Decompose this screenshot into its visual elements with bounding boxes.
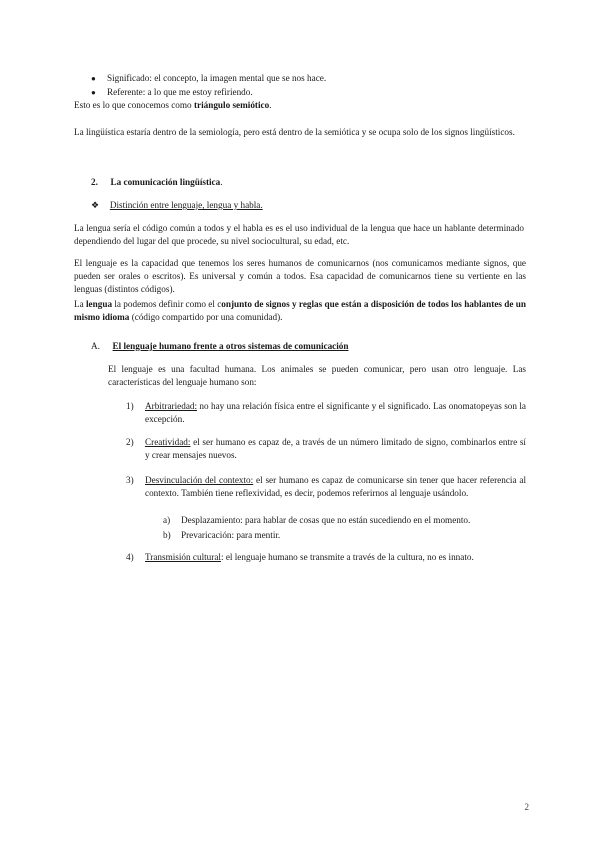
diamond-icon: ❖ <box>91 200 100 210</box>
subsection-heading: A. El lenguaje humano frente a otros sistemas de comunicación <box>91 341 349 351</box>
lengua-definition: La lengua la podemos definir como el conjunto de signos y reglas que están a disposición de todos los hablantes de un mismo idioma (código compartido por una comunidad). <box>74 299 526 322</box>
bullet-icon: ● <box>91 74 96 83</box>
document-page: ● Significado: el concepto, la imagen mental que se nos hace. ● Referente: a lo que me estoy refiriendo. Esto es lo que conocemos como triángulo semiótico. La lingüística estaría dentro de la semiología, pero está dentro de la semiótica y se ocupa solo de los signos lingüísticos. 2. La comunicación lingüística. ❖ Distinción entre lenguaje, lengua y habla. La lengua sería el código común a todos y el habla es es el uso individual de la lengua que hace un hablante determinado dependiendo del lugar del que procede, su nivel sociocultural, su edad, etc. El lenguaje es la capacidad que tenemos los seres humanos de comunicarnos (nos comunicamos mediante signos, que pueden ser orales o escritos). Es universal y común a todos. Esa capacidad de comunicarnos tiene su vertiente en las lenguas (distintos códigos). La lengua la podemos definir como el conjunto de signos y reglas que están a disposición de todos los hablantes de un mismo idioma (código compartido por una comunidad). A. El lenguaje humano frente a otros sistemas de comunicación El lenguaje es una facultad humana. Los animales se pueden comunicar, pero usan otro lenguaje. Las características del lenguaje humano son: 1) Arbitrariedad: no hay una relación física entre el significante y el significado. Las onomatopeyas son la excepción. 2) Creatividad: el ser humano es capaz de, a través de un número limitado de signo, combinarlos entre sí y crear mensajes nuevos. 3) Desvinculación del contexto: el ser humano es capaz de comunicarse sin tener que hacer referencia al contexto. También tiene reflexividad, es decir, podemos referirnos al lenguaje usándolo. a) Desplazamiento: para hablar de cosas que no están sucediendo en el momento. b) Prevaricación: para mentir. 4) Transmisión cultural: el lenguaje humano se transmite a través de la cultura, no es innato. 2 <box>74 73 529 812</box>
triangle-line: Esto es lo que conocemos como triángulo semiótico. <box>74 100 272 110</box>
facultad-paragraph: El lenguaje es una facultad humana. Los animales se pueden comunicar, pero usan otro lenguaje. Las características del lenguaje humano son: <box>108 364 526 387</box>
page-number: 2 <box>524 802 529 812</box>
bullet-text: Referente: a lo que me estoy refiriendo. <box>107 87 253 97</box>
subheading: ❖ Distinción entre lenguaje, lengua y habla. <box>91 200 263 210</box>
sub-list-item: a) Desplazamiento: para hablar de cosas que no están sucediendo en el momento. <box>163 515 471 525</box>
linguistics-paragraph: La lingüística estaría dentro de la semiología, pero está dentro de la semiótica y se ocupa solo de los signos lingüísticos. <box>74 127 515 137</box>
bullet-text: Significado: el concepto, la imagen mental que se nos hace. <box>107 73 327 83</box>
bullet-icon: ● <box>91 88 96 97</box>
lenguaje-paragraph: El lenguaje es la capacidad que tenemos los seres humanos de comunicarnos (nos comunicamos mediante signos, que pueden ser orales o escritos). Es universal y común a todos. Esa capacidad de comunicarnos tiene su vertiente en las lenguas (distintos códigos). <box>74 258 526 294</box>
sub-list-item: b) Prevaricación: para mentir. <box>163 530 281 540</box>
lengua-habla-paragraph: La lengua sería el código común a todos y el habla es es el uso individual de la lengua que hace un hablante determinado dependiendo del lugar del que procede, su nivel sociocultural, su edad, etc. <box>74 223 524 246</box>
section-heading: 2. La comunicación lingüística. <box>91 177 223 187</box>
triangle-term: triángulo semiótico <box>193 100 270 110</box>
